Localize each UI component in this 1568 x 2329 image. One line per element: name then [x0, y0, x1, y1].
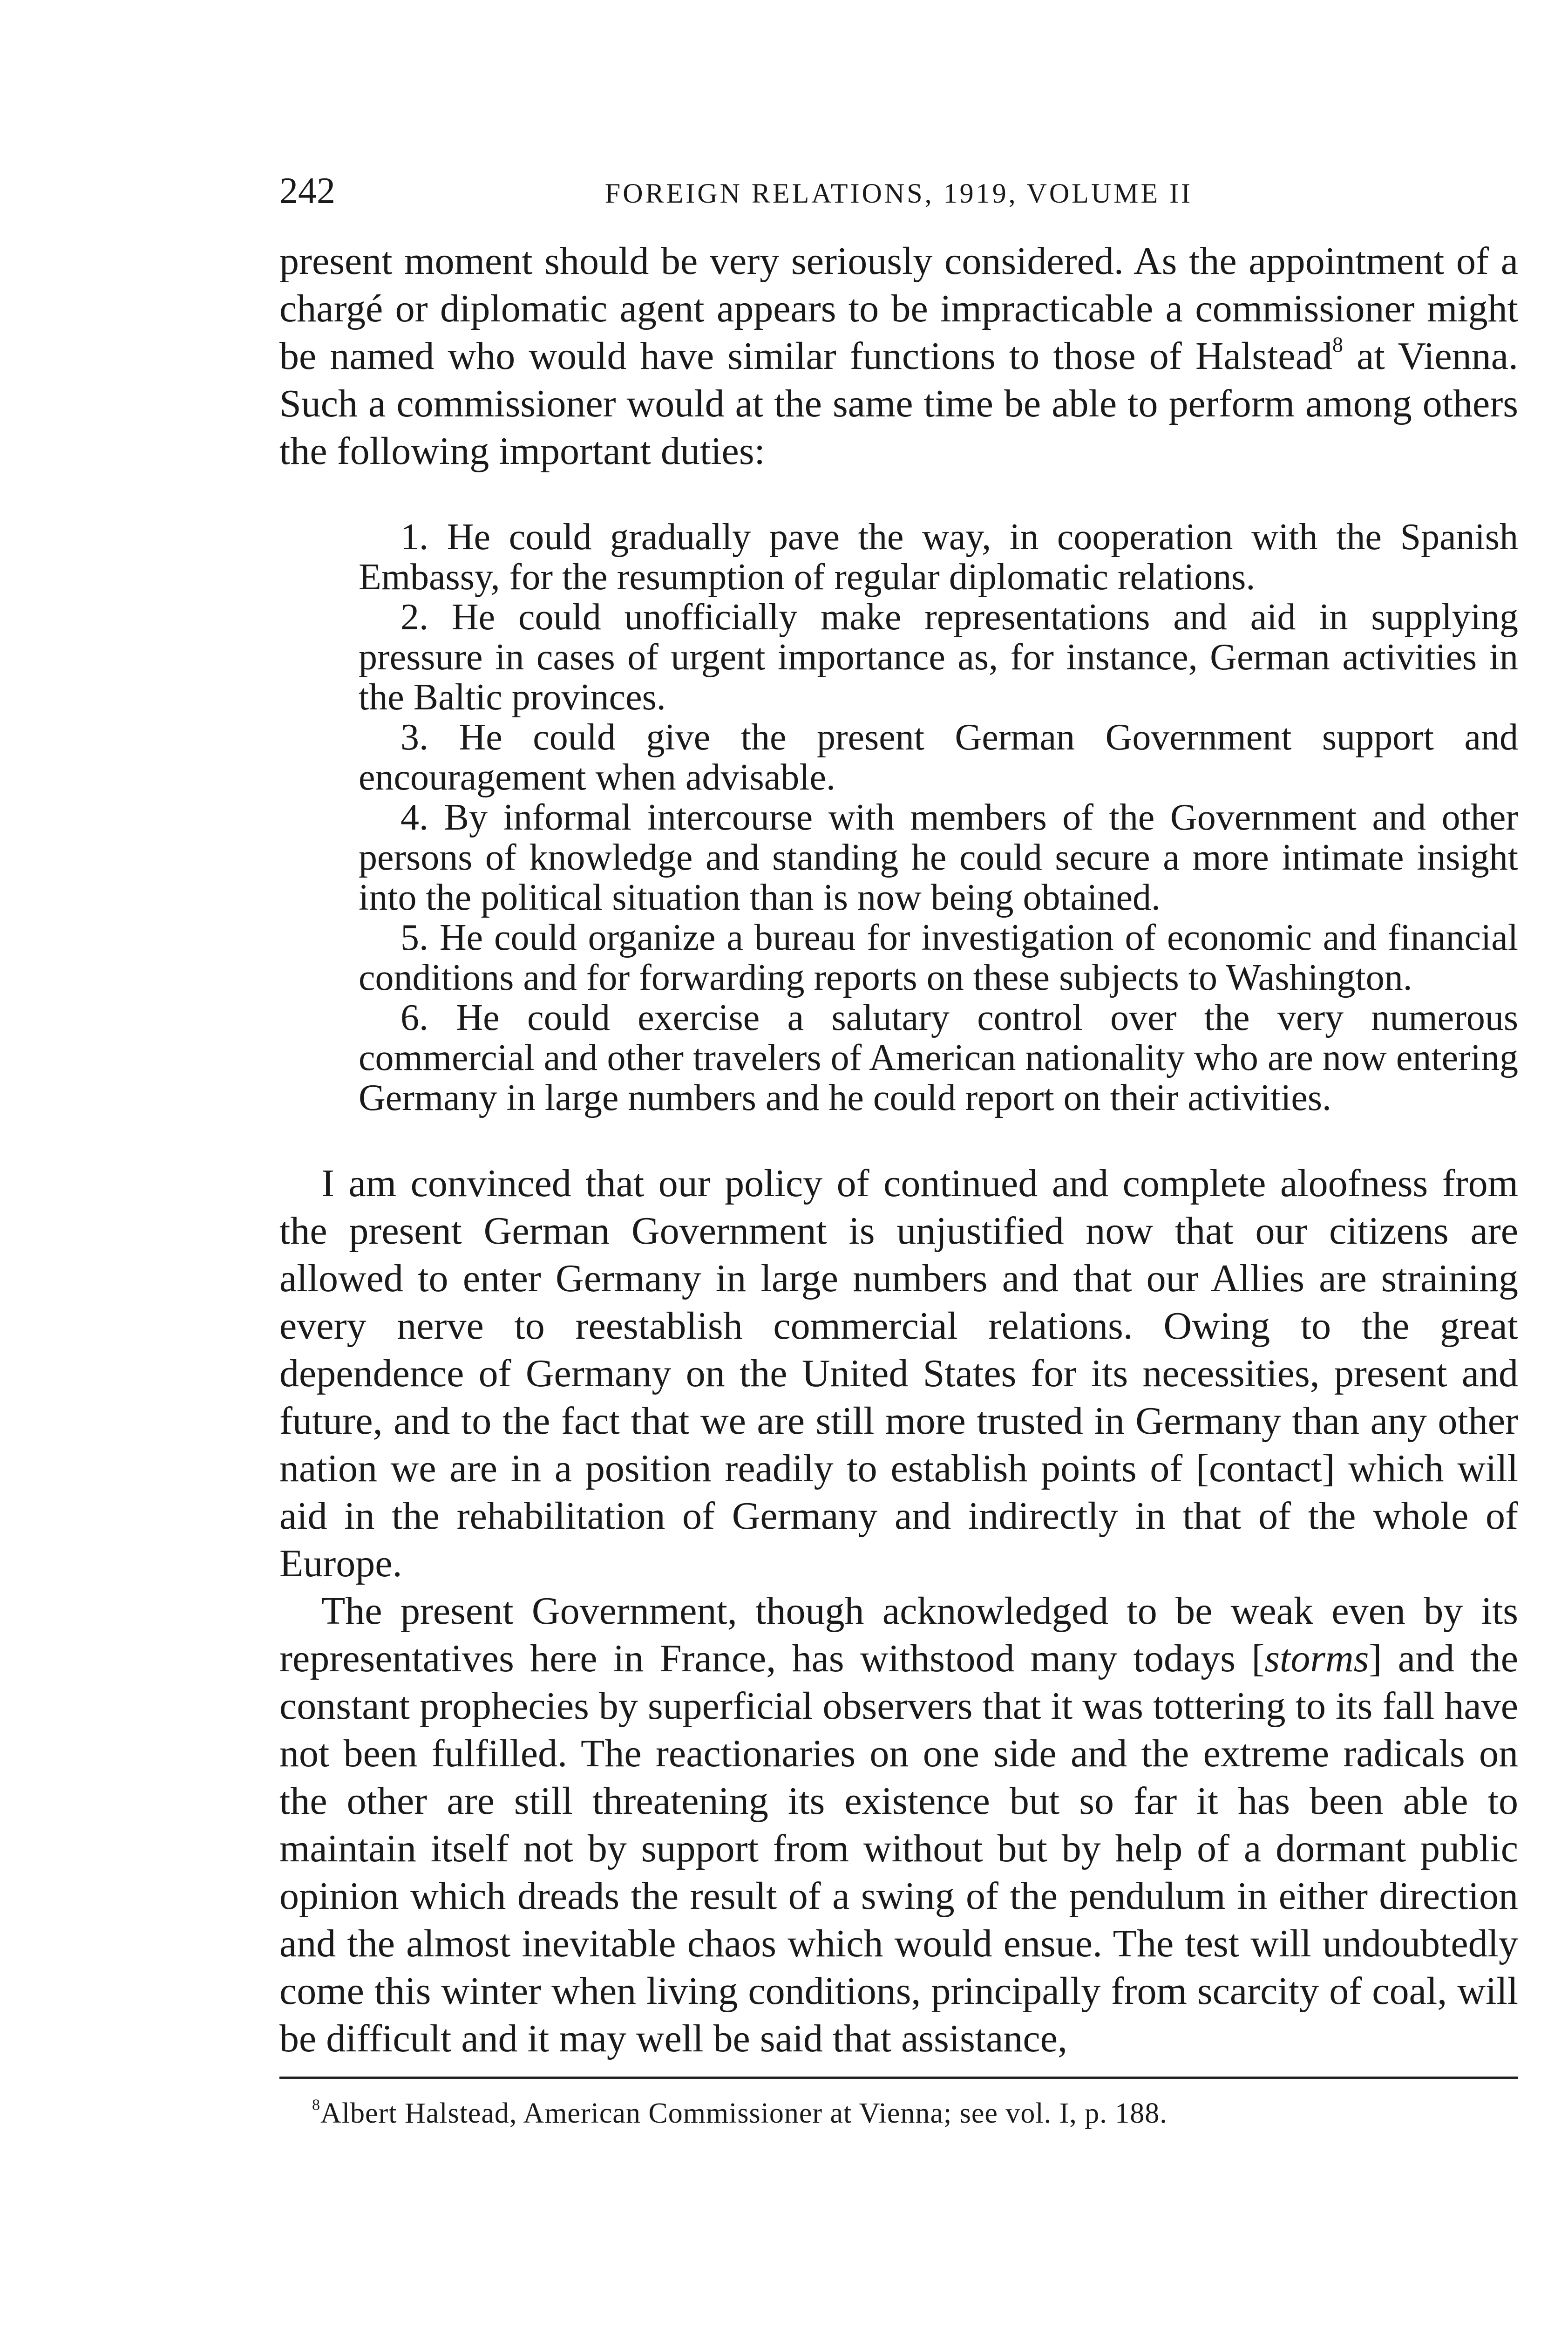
duty-item: 3. He could give the present German Government support and encouragement when advisable. — [359, 717, 1518, 798]
page-header — [279, 168, 1518, 219]
body-paragraph: I am convinced that our policy of continued and complete aloofness from the present German Government is unjustified now that our citizens are allowed to enter Germany in large numbers and that our Allies are straining every nerve to reestablish commercial relations. Owing to the great dependence of Germany on the United States for its necessities, present and future, and to the fact that we are still more trusted in Germany than any other nation we are in a position readily to establish points of [contact] which will aid in the rehabilitation of Germany and indirectly in that of the whole of Europe. — [279, 1162, 1518, 1585]
footnote-divider — [279, 2077, 1518, 2079]
intro-text-part2: at Vienna. Such a commissioner would at the same time be able to perform among others the following important duties: — [279, 334, 1518, 473]
footnote — [279, 2095, 1518, 2132]
paragraph2-italic: storms — [1264, 1637, 1369, 1680]
intro-text-part1: present moment should be very seriously considered. As the appointment of a chargé or diplomatic agent appears to be impracticable a commissioner might be named who would have similar functions to those of Halstead — [279, 239, 1518, 378]
duty-item: 1. He could gradually pave the way, in cooperation with the Spanish Embassy, for the resumption of regular diplomatic relations. — [359, 517, 1518, 598]
intro-paragraph — [279, 238, 1518, 475]
duty-item: 2. He could unofficially make representations and aid in supplying pressure in cases of urgent importance as, for instance, German activities in the Baltic provinces. — [359, 597, 1518, 718]
paragraph2-part2: ] and the constant prophecies by superficial observers that it was tottering to its fall have not been fulfilled. The reactionaries on one side and the extreme radicals on the other are still threatening its existence but so far it has been able to maintain itself not by support from without but by help of a dormant public opinion which dreads the result of a swing of the pendulum in either direction and the almost inevitable chaos which would ensue. The test will undoubtedly come this winter when living conditions, principally from scarcity of coal, will be difficult and it may well be said that assistance, — [279, 1637, 1518, 2060]
document-page — [279, 168, 1518, 2132]
page-number: 242 — [279, 170, 335, 211]
duty-item: 5. He could organize a bureau for investigation of economic and financial conditions and for forwarding reports on these subjects to Washington. — [359, 917, 1518, 998]
duty-item: 4. By informal intercourse with members of the Government and other persons of knowledge and standing he could secure a more intimate insight into the political situation than is now being obtained. — [359, 797, 1518, 918]
paragraph2-part1: The present Government, though acknowledged to be weak even by its representatives here in France, has withstood many todays [ — [279, 1589, 1518, 1680]
running-head: FOREIGN RELATIONS, 1919, VOLUME II — [604, 178, 1193, 209]
duty-item: 6. He could exercise a salutary control over the very numerous commercial and other travelers of American nationality who are now entering Germany in large numbers and he could report on their activities. — [359, 997, 1518, 1118]
duties-list — [359, 517, 1518, 1118]
footnote-reference: 8 — [1332, 333, 1343, 357]
footnote-text: Albert Halstead, American Commissioner at Vienna; see vol. I, p. 188. — [320, 2097, 1168, 2129]
footnote-marker: 8 — [312, 2096, 321, 2114]
body-paragraphs — [279, 1160, 1518, 2063]
body-paragraph — [279, 1587, 1518, 2063]
